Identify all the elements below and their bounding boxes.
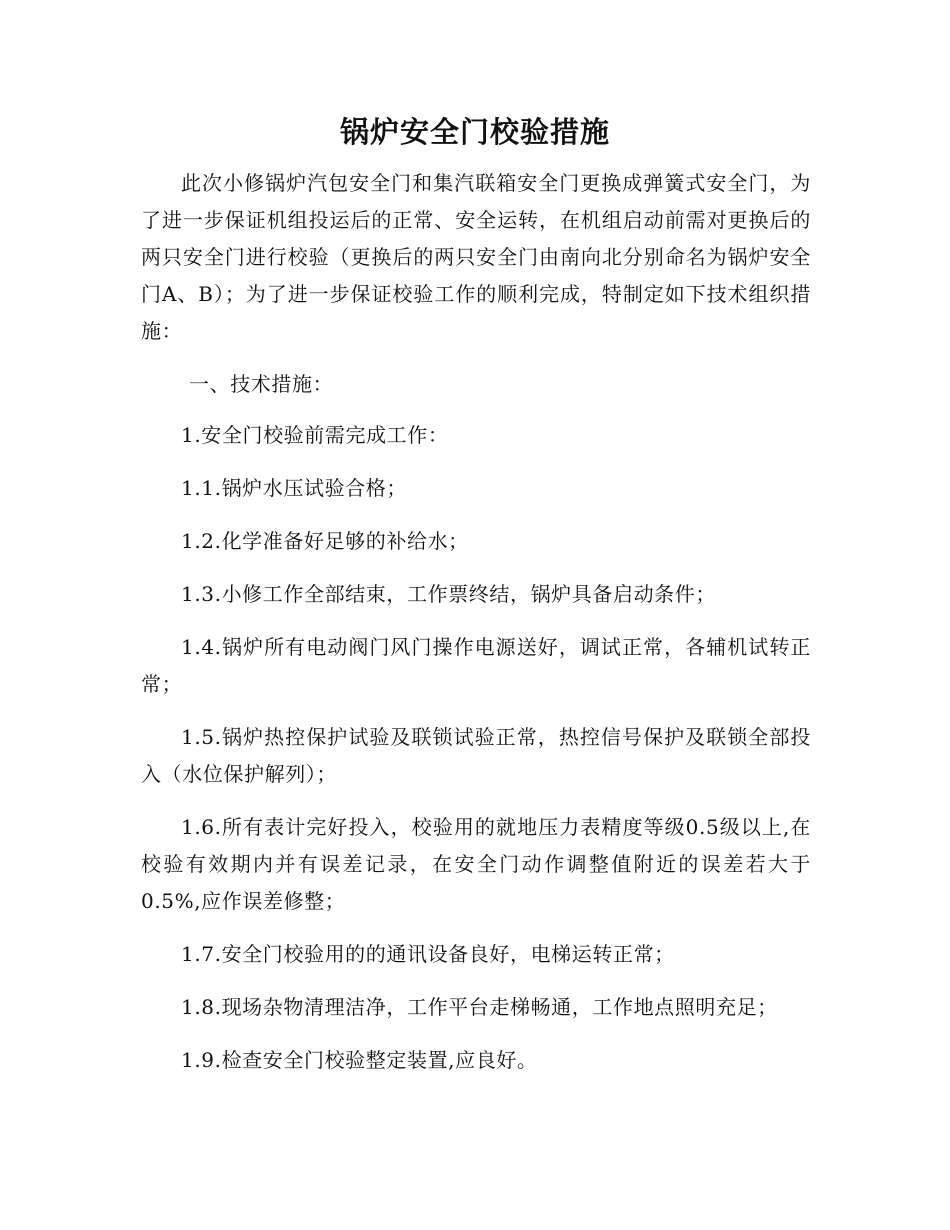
list-item: 1.3.小修工作全部结束，工作票终结，锅炉具备启动条件； bbox=[181, 582, 716, 606]
list-item: 1.4.锅炉所有电动阀门风门操作电源送好，调试正常，各辅机试转正常； bbox=[141, 635, 811, 696]
intro-paragraph: 此次小修锅炉汽包安全门和集汽联箱安全门更换成弹簧式安全门，为了进一步保证机组投运后的正常、安全运转，在机组启动前需对更换后的两只安全门进行校验（更换后的两只安全门由南向北分别命名为锅炉安全门A、B）；为了进一步保证校验工作的顺利完成，特制定如下技术组织措施： bbox=[141, 171, 811, 343]
list-item: 1.9.检查安全门校验整定装置,应良好。 bbox=[181, 1048, 538, 1072]
list-item: 1.7.安全门校验用的的通讯设备良好，电梯运转正常； bbox=[181, 942, 675, 966]
section-heading: 一、技术措施： bbox=[189, 372, 334, 396]
list-item: 1.5.锅炉热控保护试验及联锁试验正常，热控信号保护及联锁全部投入（水位保护解列）； bbox=[141, 725, 811, 786]
list-item: 1.1.锅炉水压试验合格； bbox=[181, 476, 407, 500]
list-item: 1.8.现场杂物清理洁净，工作平台走梯畅通，工作地点照明充足； bbox=[181, 995, 778, 1019]
list-item: 1.2.化学准备好足够的补给水； bbox=[181, 529, 469, 553]
list-item: 1.6.所有表计完好投入，校验用的就地压力表精度等级0.5级以上,在校验有效期内并有误差记录，在安全门动作调整值附近的误差若大于0.5%,应作误差修整； bbox=[141, 815, 811, 913]
document-title: 锅炉安全门校验措施 bbox=[339, 115, 610, 149]
list-item: 1.安全门校验前需完成工作： bbox=[181, 423, 449, 447]
document-body bbox=[141, 165, 811, 1095]
